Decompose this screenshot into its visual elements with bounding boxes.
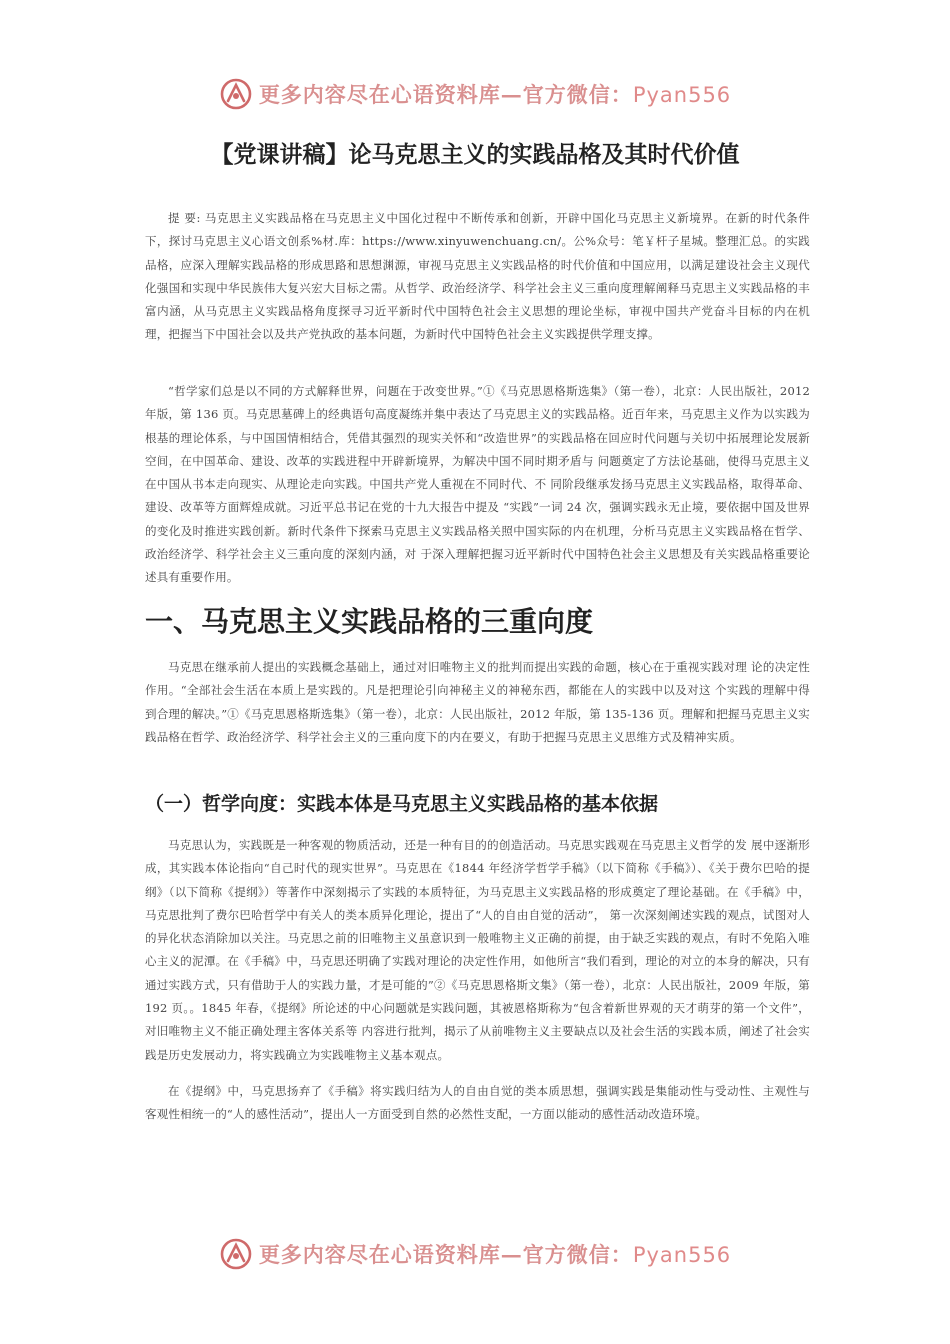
document-title: 【党课讲稿】论马克思主义的实践品格及其时代价值: [210, 142, 740, 168]
banner-text: [259, 79, 731, 109]
section-1-1-paragraph-2: 在《提纲》中，马克思扬弃了《手稿》将实践归结为人的自由自觉的类本质思想，强调实践是集能动性与受动性、主观性与客观性相统一的“人的感性活动”，提出人一方面受到自然的必然性支配，一方面以能动的感性活动改造环境。: [145, 1084, 810, 1122]
section-1-paragraph: 马克思在继承前人提出的实践概念基础上，通过对旧唯物主义的批判而提出实践的命题，核心在于重视实践对理 论的决定性作用。“全部社会生活在本质上是实践的。凡是把理论引向神秘主义的神秘东西，都能在人的实践中以及对这 个实践的理解中得到合理的解决。”①《马克思恩格斯选集》（第一卷），北京：人民出版社，2012 年版，第 135-136 页。理解和把握马克思主义实践品格在哲学、政治经济学、科学社会主义的三重向度下的内在要义，有助于把握马克思主义思维方式及精神实质。: [145, 660, 810, 744]
banner-handle: Pyan556: [632, 83, 732, 107]
banner-slogan: 更多内容尽在心语资料库—官方微信：: [258, 82, 633, 107]
logo-icon: [219, 1237, 253, 1271]
header-watermark-banner: [0, 74, 950, 114]
footer-watermark-banner: [0, 1234, 950, 1274]
abstract-paragraph: 提 要: 马克思主义实践品格在马克思主义中国化过程中不断传承和创新，开辟中国化马克思主义新境界。在新的时代条件下，探讨马克思主义心语文创系%材.库：https://www.xinyuwenchuang.cn/。公%众号：笔￥杆子星城。整理汇总。的实践品格，应深入理解实践品格的形成思路和思想渊源，审视马克思主义实践品格的时代价值和中国应用，以满足建设社会主义现代化强国和实现中华民族伟大复兴宏大目标之需。从哲学、政治经济学、科学社会主义三重向度理解阐释马克思主义实践品格的丰富内涵，从马克思主义实践品格角度探寻习近平新时代中国特色社会主义思想的理论坐标，审视中国共产党奋斗目标的内在机理，把握当下中国社会以及共产党执政的基本问题，为新时代中国特色社会主义实践提供学理支撑。: [145, 211, 810, 342]
logo-icon: [219, 77, 253, 111]
banner-handle: Pyan556: [632, 1243, 732, 1267]
banner-text: [259, 1239, 731, 1269]
banner-slogan: 更多内容尽在心语资料库—官方微信：: [258, 1242, 633, 1267]
section-1-heading: 一、马克思主义实践品格的三重向度: [145, 605, 594, 638]
intro-paragraph: “哲学家们总是以不同的方式解释世界，问题在于改变世界。”①《马克思恩格斯选集》（第一卷），北京：人民出版社，2012 年版，第 136 页。马克思墓碑上的经典语句高度凝练并集中表达了马克思主义的实践品格。近百年来，马克思主义作为以实践为根基的理论体系，与中国国情相结合，凭借其强烈的现实关怀和“改造世界”的实践品格在回应时代问题与关切中拓展理论发展新空间，在中国革命、建设、改革的实践进程中开辟新境界，为解决中国不同时期矛盾与 问题奠定了方法论基础，使得马克思主义在中国从书本走向现实、从理论走向实践。中国共产党人重视在不同时代、不 同阶段继承发扬马克思主义实践品格，取得革命、建设、改革等方面辉煌成就。习近平总书记在党的十九大报告中提及 “实践”一词 24 次，强调实践永无止境，要依据中国及世界的变化及时推进实践创新。新时代条件下探索马克思主义实践品格关照中国实际的内在机理，分析马克思主义实践品格在哲学、政治经济学、科学社会主义三重向度的深刻内涵，对 于深入理解把握习近平新时代中国特色社会主义思想及有关实践品格重要论述具有重要作用。: [145, 384, 810, 585]
section-1-1-paragraph-1: 马克思认为，实践既是一种客观的物质活动，还是一种有目的的创造活动。马克思实践观在马克思主义哲学的发 展中逐渐形成，其实践本体论指向“自己时代的现实世界”。马克思在《1844 年经济学哲学手稿》（以下简称《手稿》）、《关于费尔巴哈的提纲》（以下简称《提纲》）等著作中深刻揭示了实践的本质特征，为马克思主义实践品格的形成奠定了理论基础。在《手稿》中，马克思批判了费尔巴哈哲学中有关人的类本质异化理论，提出了“人的自由自觉的活动”， 第一次深刻阐述实践的观点，试图对人的异化状态消除加以关注。马克思之前的旧唯物主义虽意识到一般唯物主义正确的前提，由于缺乏实践的观点，有时不免陷入唯心主义的泥潭。在《手稿》中，马克思还明确了实践对理论的决定性作用，如他所言“我们看到，理论的对立的本身的解决，只有通过实践方式，只有借助于人的实践力量，才是可能的”②《马克思恩格斯文集》（第一卷），北京：人民出版社，2009 年版，第 192 页。。1845 年春，《提纲》所论述的中心问题就是实践问题，其被恩格斯称为“包含着新世界观的天才萌芽的第一个文件”，对旧唯物主义不能正确处理主客体关系等 内容进行批判，揭示了从前唯物主义主要缺点以及社会生活的实践本质，阐述了社会实践是历史发展动力，将实践确立为实践唯物主义基本观点。: [145, 838, 810, 1062]
section-1-1-heading: （一）哲学向度：实践本体是马克思主义实践品格的基本依据: [145, 793, 659, 815]
